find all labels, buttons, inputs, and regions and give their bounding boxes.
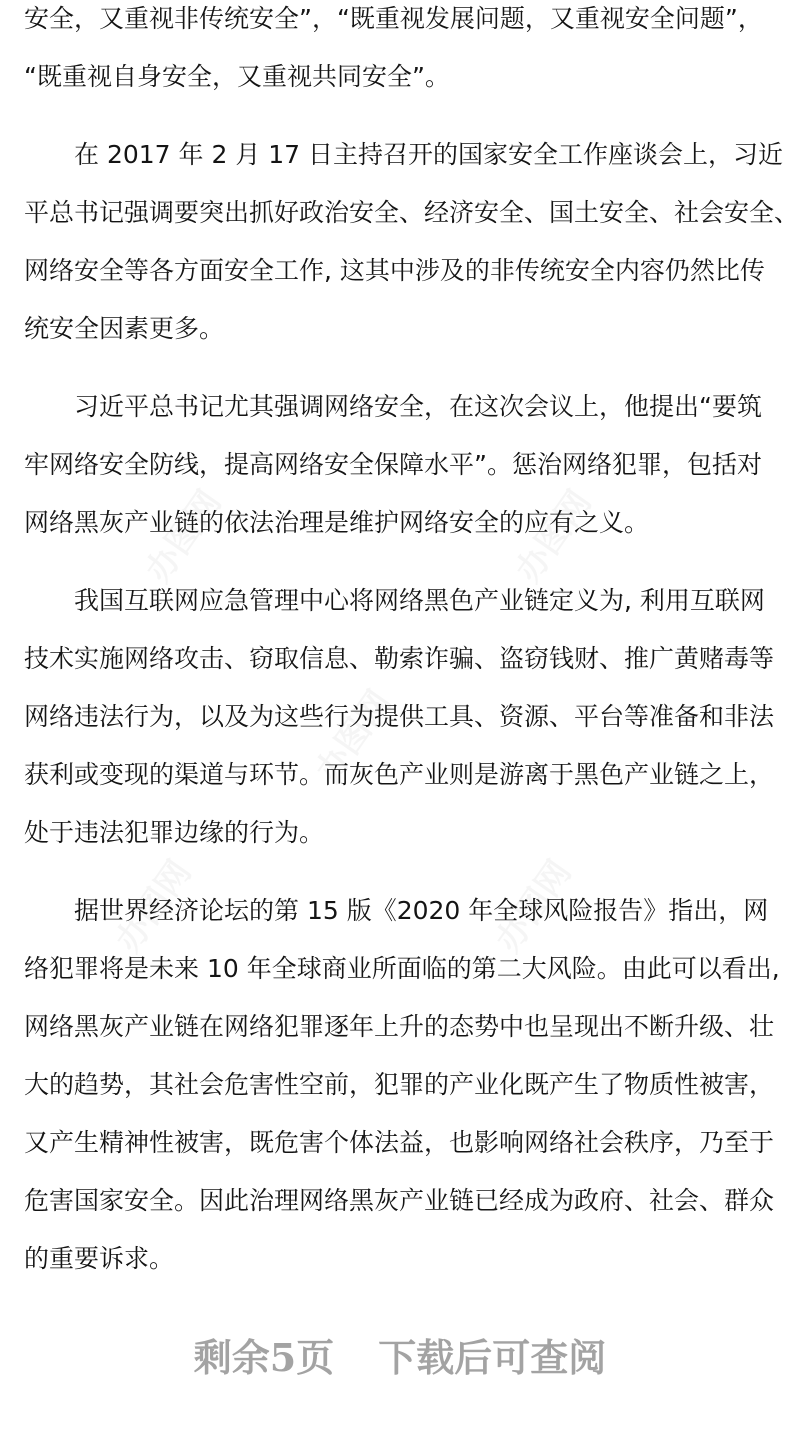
text-line: 网络黑灰产业链的依法治理是维护网络安全的应有之义。 <box>24 508 650 537</box>
text-line: 又产生精神性被害，既危害个体法益，也影响网络社会秩序，乃至于 <box>24 1128 775 1157</box>
remaining-pages-text: 剩余5页 <box>193 1335 335 1380</box>
text-line: 平总书记强调要突出抓好政治安全、经济安全、国土安全、社会安全、 <box>24 198 800 227</box>
document-body <box>24 0 800 1308</box>
text-line: 网络违法行为，以及为这些行为提供工具、资源、平台等准备和非法 <box>24 702 775 731</box>
text-line: 习近平总书记尤其强调网络安全，在这次会议上，他提出“要筑 <box>74 392 762 421</box>
text-line: 的重要诉求。 <box>24 1244 175 1273</box>
text-line: 络犯罪将是未来 10 年全球商业所面临的第二大风险。由此可以看出, <box>24 954 780 983</box>
text-line: 据世界经济论坛的第 15 版《2020 年全球风险报告》指出，网 <box>74 896 769 925</box>
paragraph <box>24 126 800 358</box>
download-to-view-text: 下载后可查阅 <box>378 1335 607 1380</box>
text-line: 处于违法犯罪边缘的行为。 <box>24 818 325 847</box>
text-line: 危害国家安全。因此治理网络黑灰产业链已经成为政府、社会、群众 <box>24 1186 775 1215</box>
paragraph <box>24 572 776 862</box>
text-line: 获利或变现的渠道与环节。而灰色产业则是游离于黑色产业链之上， <box>24 760 775 789</box>
text-line: 技术实施网络攻击、窃取信息、勒索诈骗、盗窃钱财、推广黄赌毒等 <box>24 644 775 673</box>
text-line: 网络安全等各方面安全工作, 这其中涉及的非传统安全内容仍然比传 <box>24 256 765 285</box>
text-line: 牢网络安全防线，提高网络安全保障水平”。惩治网络犯罪，包括对 <box>24 450 762 479</box>
text-line: 大的趋势，其社会危害性空前，犯罪的产业化既产生了物质性被害， <box>24 1070 775 1099</box>
text-line: 安全，又重视非传统安全”，“既重视发展问题，又重视安全问题”， <box>24 4 763 33</box>
text-line: “既重视自身安全，又重视共同安全”。 <box>24 62 450 91</box>
text-line: 在 2017 年 2 月 17 日主持召开的国家安全工作座谈会上，习近 <box>74 140 784 169</box>
paragraph <box>24 882 780 1288</box>
paragraph <box>24 378 776 552</box>
text-line: 统安全因素更多。 <box>24 314 225 343</box>
text-line: 网络黑灰产业链在网络犯罪逐年上升的态势中也呈现出不断升级、壮 <box>24 1012 775 1041</box>
download-prompt-banner[interactable] <box>0 1328 800 1388</box>
text-line: 我国互联网应急管理中心将网络黑色产业链定义为, 利用互联网 <box>74 586 765 615</box>
paragraph <box>24 0 776 106</box>
